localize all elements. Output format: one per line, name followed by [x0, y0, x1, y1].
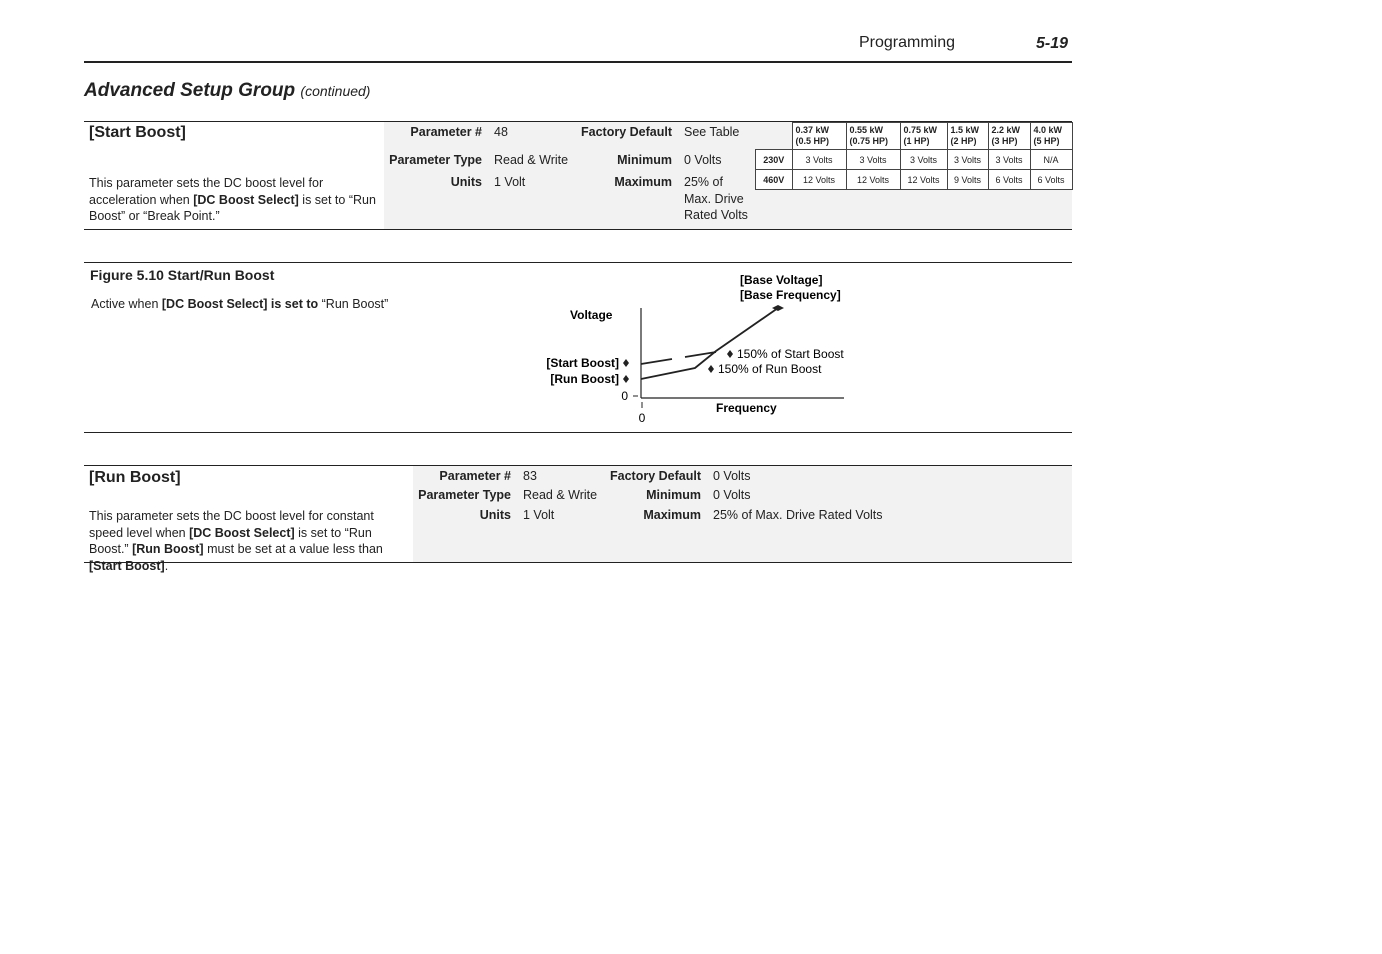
start-pct-marker	[727, 350, 733, 358]
run-boost-desc-4: [Run Boost]	[132, 542, 204, 556]
start-boost-maximum-line-3: Rated Volts	[684, 208, 748, 222]
figure-note-3: “Run Boost”	[318, 297, 389, 311]
figure-note-1: Active when	[91, 297, 162, 311]
table-corner	[756, 123, 793, 150]
header-rule	[84, 61, 1072, 63]
base-frequency-label: [Base Frequency]	[740, 288, 841, 302]
start-boost-desc-1: This parameter sets the DC boost level for acceleration when	[89, 176, 324, 207]
start-boost-units-label: Units	[450, 175, 482, 189]
run-boost-param-type: Read & Write	[523, 488, 598, 502]
run-boost-param-no-label: Parameter #	[439, 469, 511, 483]
group-continued: (continued)	[300, 83, 371, 99]
figure-bottom-rule	[84, 432, 1072, 433]
table-cell: 3 Volts	[792, 150, 846, 170]
table-cell: 3 Volts	[947, 150, 988, 170]
table-cell: 3 Volts	[846, 150, 900, 170]
start-boost-default-table	[755, 122, 1073, 190]
start-boost-desc-2: [DC Boost Select]	[193, 192, 299, 207]
start-boost-description	[89, 175, 379, 225]
run-boost-units-label: Units	[479, 508, 511, 522]
start-boost-default-label: Factory Default	[581, 125, 672, 139]
y-zero-label: 0	[621, 389, 628, 403]
table-cell: 3 Volts	[988, 150, 1030, 170]
run-boost-desc-5: must be set at a value less than	[203, 542, 383, 556]
run-boost-units: 1 Volt	[523, 508, 555, 522]
run-boost-param-no: 83	[523, 469, 537, 483]
page-number: 5-19	[1036, 35, 1069, 52]
run-boost-marker	[623, 375, 629, 383]
run-boost-desc-3: is set to “Run Boost.”	[89, 525, 372, 556]
run-pct-marker	[708, 365, 714, 373]
figure-note-2: [DC Boost Select] is set to	[161, 297, 319, 311]
run-boost-minimum-label: Minimum	[646, 488, 701, 502]
figure-title: Figure 5.10 Start/Run Boost	[90, 267, 275, 283]
table-cell: 3 Volts	[900, 150, 947, 170]
start-boost-units: 1 Volt	[494, 175, 526, 189]
run-boost-desc-7: .	[164, 558, 169, 573]
run-boost-minimum: 0 Volts	[713, 488, 751, 502]
table-header-cell: 4.0 kW (5 HP)	[1030, 123, 1072, 150]
start-pct-label: 150% of Start Boost	[737, 347, 844, 361]
frequency-label: Frequency	[716, 401, 777, 415]
start-boost-param-type-label: Parameter Type	[389, 153, 482, 167]
start-boost-desc-3: is set to “Run Boost” or “Break Point.”	[89, 192, 376, 223]
run-boost-title: [Run Boost]	[89, 469, 181, 486]
start-boost-minimum-label: Minimum	[617, 153, 672, 167]
table-cell: 12 Volts	[792, 170, 846, 190]
start-boost-param-no-label: Parameter #	[410, 125, 482, 139]
table-header-cell: 0.75 kW (1 HP)	[900, 123, 947, 150]
run-boost-desc-2: [DC Boost Select]	[189, 525, 295, 540]
start-boost-default: See Table	[684, 125, 740, 139]
table-cell: 9 Volts	[947, 170, 988, 190]
group-title	[84, 80, 370, 102]
start-boost-maximum	[684, 174, 748, 224]
table-cell: 6 Volts	[1030, 170, 1072, 190]
run-boost-param-type-label: Parameter Type	[418, 488, 511, 502]
table-row-label: 460V	[756, 170, 793, 190]
run-boost-desc-1: This parameter sets the DC boost level for constant speed level when	[89, 509, 374, 540]
start-boost-maximum-label: Maximum	[614, 175, 672, 189]
table-header-cell: 1.5 kW (2 HP)	[947, 123, 988, 150]
table-cell: 12 Volts	[900, 170, 947, 190]
table-row	[756, 150, 1073, 170]
table-row	[756, 170, 1073, 190]
run-boost-maximum: 25% of Max. Drive Rated Volts	[713, 508, 883, 522]
start-boost-minimum: 0 Volts	[684, 153, 722, 167]
run-boost-description	[89, 508, 407, 574]
table-cell: N/A	[1030, 150, 1072, 170]
start-boost-line	[641, 359, 672, 364]
run-boost-desc-6: [Start Boost]	[89, 558, 165, 573]
start-boost-axis-label: [Start Boost]	[546, 356, 619, 370]
start-boost-param-type: Read & Write	[494, 153, 569, 167]
run-boost-default-label: Factory Default	[610, 469, 701, 483]
table-row-label: 230V	[756, 150, 793, 170]
start-boost-maximum-line-2: Max. Drive	[684, 191, 744, 206]
table-header-row	[756, 123, 1073, 150]
start-boost-maximum-line-1: 25% of	[684, 175, 723, 189]
base-voltage-label: [Base Voltage]	[740, 273, 823, 287]
table-header-cell: 2.2 kW (3 HP)	[988, 123, 1030, 150]
run-boost-default: 0 Volts	[713, 469, 751, 483]
boost-diagram	[540, 268, 860, 430]
run-pct-label: 150% of Run Boost	[718, 362, 822, 376]
table-header-cell: 0.55 kW (0.75 HP)	[846, 123, 900, 150]
start-boost-param-no: 48	[494, 125, 508, 139]
start-boost-marker	[623, 359, 629, 367]
section-title: Programming	[859, 34, 956, 51]
table-header-cell: 0.37 kW (0.5 HP)	[792, 123, 846, 150]
run-boost-maximum-label: Maximum	[643, 508, 701, 522]
x-zero-label: 0	[638, 411, 646, 425]
figure-top-rule	[84, 262, 1072, 263]
table-cell: 12 Volts	[846, 170, 900, 190]
run-boost-axis-label: [Run Boost]	[550, 372, 619, 386]
voltage-label: Voltage	[570, 308, 613, 322]
start-boost-bottom-rule	[84, 229, 1072, 230]
table-cell: 6 Volts	[988, 170, 1030, 190]
group-title-text: Advanced Setup Group	[84, 80, 296, 101]
figure-note	[91, 297, 388, 311]
start-boost-title: [Start Boost]	[89, 124, 186, 141]
